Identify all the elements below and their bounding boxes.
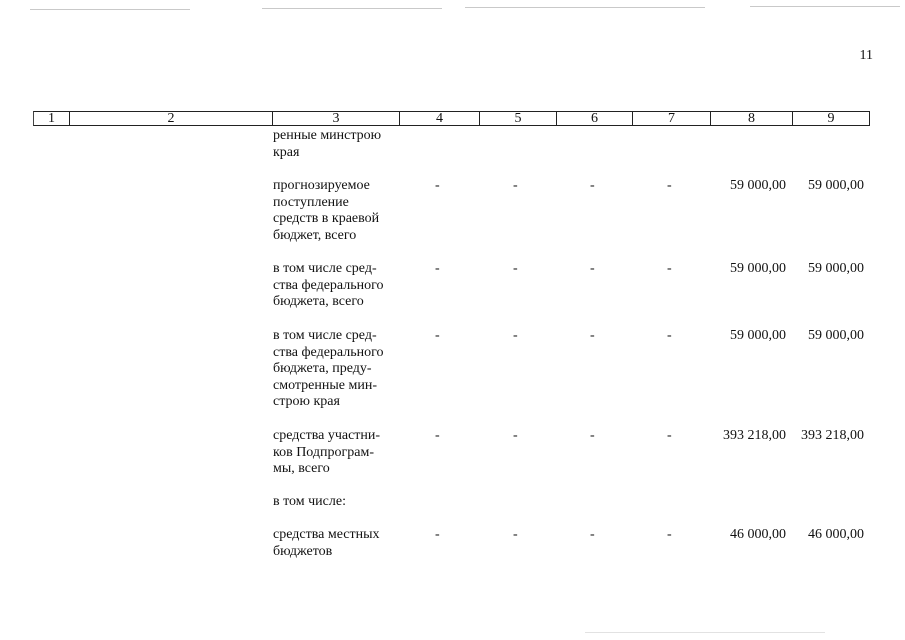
row-description-line: мы, всего	[273, 461, 330, 476]
row-description-line: края	[273, 144, 300, 160]
cell-col-5: -	[513, 261, 518, 276]
cell-col-7: -	[667, 428, 672, 443]
row-description-line: ства федерального	[273, 344, 384, 360]
cell-col-4: -	[435, 261, 440, 276]
cell-col-7: -	[667, 178, 672, 193]
cell-col-4: -	[435, 178, 440, 193]
cell-col-7: -	[667, 328, 672, 343]
cell-col-4: -	[435, 328, 440, 343]
cell-col-8: 59 000,00	[730, 178, 786, 193]
row-description-line: прогнозируемое	[273, 178, 370, 193]
cell-col-4: -	[435, 428, 440, 443]
row-description-line: бюджетов	[273, 543, 333, 559]
row-description	[273, 328, 397, 411]
cell-col-9: 393 218,00	[801, 428, 864, 443]
cell-col-6: -	[590, 178, 595, 193]
cell-col-8: 46 000,00	[730, 527, 786, 542]
cell-col-6: -	[590, 428, 595, 443]
row-description-line: бюджет, всего	[273, 227, 357, 243]
cell-col-9: 59 000,00	[808, 261, 864, 276]
row-description	[273, 178, 397, 244]
header-col-3: 3	[273, 112, 400, 125]
scan-artifact-top-2	[262, 8, 442, 9]
row-description	[273, 261, 397, 311]
header-col-2: 2	[70, 112, 273, 125]
cell-col-8: 59 000,00	[730, 328, 786, 343]
cell-col-4: -	[435, 527, 440, 542]
row-description-line: бюджета, всего	[273, 294, 364, 309]
row-description-line: средств в краевой	[273, 211, 380, 226]
cell-col-9: 59 000,00	[808, 328, 864, 343]
header-col-6: 6	[557, 112, 633, 125]
header-col-5: 5	[480, 112, 557, 125]
row-description-line: поступление	[273, 194, 349, 210]
header-col-9: 9	[827, 111, 835, 126]
header-col-4: 4	[400, 112, 480, 125]
cell-col-9: 46 000,00	[808, 527, 864, 542]
cell-col-5: -	[513, 428, 518, 443]
cell-col-5: -	[513, 328, 518, 343]
scan-artifact-bottom	[585, 632, 825, 633]
row-description-line: строю края	[273, 394, 340, 409]
scan-artifact-top-1	[30, 9, 190, 10]
row-description-line: ков Подпрограм-	[273, 444, 375, 460]
row-description	[273, 128, 397, 161]
row-description	[273, 494, 397, 511]
header-col-7: 7	[633, 112, 711, 125]
scan-artifact-top-4	[750, 6, 900, 7]
row-description-line: ства федерального	[273, 277, 384, 293]
table-header-row	[33, 111, 870, 126]
header-col-8: 8	[711, 112, 793, 125]
row-description-line: смотренные мин-	[273, 377, 378, 393]
row-description-line: средства местных	[273, 527, 380, 542]
row-description-line: средства участни-	[273, 428, 381, 443]
cell-col-5: -	[513, 527, 518, 542]
row-description	[273, 527, 397, 560]
page-number: 11	[859, 48, 873, 63]
cell-col-5: -	[513, 178, 518, 193]
scan-artifact-top-3	[465, 7, 705, 8]
row-description-line: в том числе:	[273, 494, 346, 509]
cell-col-9: 59 000,00	[808, 178, 864, 193]
cell-col-6: -	[590, 328, 595, 343]
header-col-1: 1	[34, 112, 70, 125]
row-description-line: ренные минстрою	[273, 128, 382, 143]
row-description-line: бюджета, преду-	[273, 361, 372, 376]
row-description	[273, 428, 397, 478]
cell-col-8: 393 218,00	[723, 428, 786, 443]
cell-col-6: -	[590, 527, 595, 542]
cell-col-8: 59 000,00	[730, 261, 786, 276]
cell-col-7: -	[667, 527, 672, 542]
row-description-line: в том числе сред-	[273, 328, 377, 343]
cell-col-7: -	[667, 261, 672, 276]
cell-col-6: -	[590, 261, 595, 276]
row-description-line: в том числе сред-	[273, 261, 377, 276]
